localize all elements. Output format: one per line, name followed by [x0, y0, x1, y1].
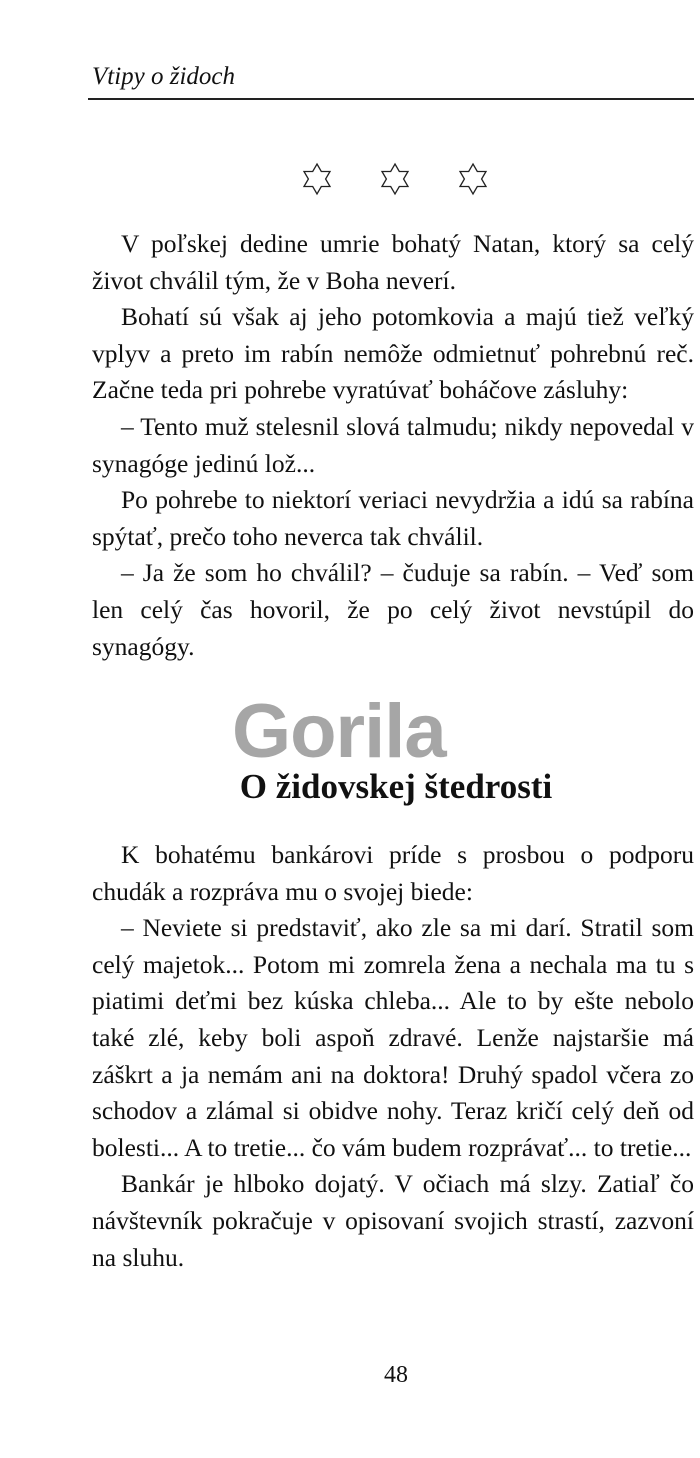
star-of-david-outline-icon — [300, 162, 334, 196]
paragraph: K bohatému bankárovi príde s prosbou o podporu chudák a rozpráva mu o svojej biede: — [92, 840, 694, 906]
star-of-david-outline-icon — [456, 162, 490, 196]
joke-natan-text — [92, 226, 694, 665]
joke-banker-text — [92, 837, 694, 1276]
section-title: O židovskej štedrosti — [239, 767, 553, 806]
paragraph: V poľskej dedine umrie bohatý Natan, ktorý sa celý život chválil tým, že v Boha neverí. — [92, 229, 694, 295]
star-separator — [300, 162, 490, 198]
paragraph: Bankár je hlboko dojatý. V očiach má slzy. Zatiaľ čo návštevník pokračuje v opisovaní svojich strastí, zazvoní na sluhu. — [92, 1169, 694, 1272]
paragraph: – Ja že som ho chválil? – čuduje sa rabín. – Veď som len celý čas hovoril, že po celý život nevstúpil do synagógy. — [92, 558, 694, 661]
header-rule — [88, 98, 694, 100]
paragraph: – Tento muž stelesnil slová talmudu; nikdy nepovedal v synagóge jedinú lož... — [92, 411, 694, 478]
page-number: 48 — [384, 1362, 408, 1388]
gorila-watermark: Gorila — [232, 689, 446, 774]
star-of-david-outline-icon — [378, 162, 412, 196]
paragraph: Po pohrebe to niektorí veriaci nevydržia a idú sa rabína spýtať, prečo toho neverca tak chválil. — [92, 485, 694, 551]
paragraph: – Neviete si predstaviť, ako zle sa mi darí. Stratil som celý majetok... Potom mi zomrela žena a nechala ma tu s piatimi deťmi bez kúska chleba... Ale to by ešte nebolo také zlé, keby boli aspoň zdravé. Lenže najstaršie má záškrt a ja nemám ani na doktora! Druhý spadol včera zo schodov a zlámal si obidve nohy. Teraz kričí celý deň od bolesti... A to tretie... čo vám budem rozprávať... to tretie... — [92, 913, 694, 1162]
paragraph: Bohatí sú však aj jeho potomkovia a majú tiež veľký vplyv a preto im rabín nemôže odmietnuť pohrebnú reč. Začne teda pri pohrebe vyratúvať boháčove zásluhy: — [92, 302, 694, 405]
running-header-title: Vtipy o židoch — [92, 63, 236, 90]
